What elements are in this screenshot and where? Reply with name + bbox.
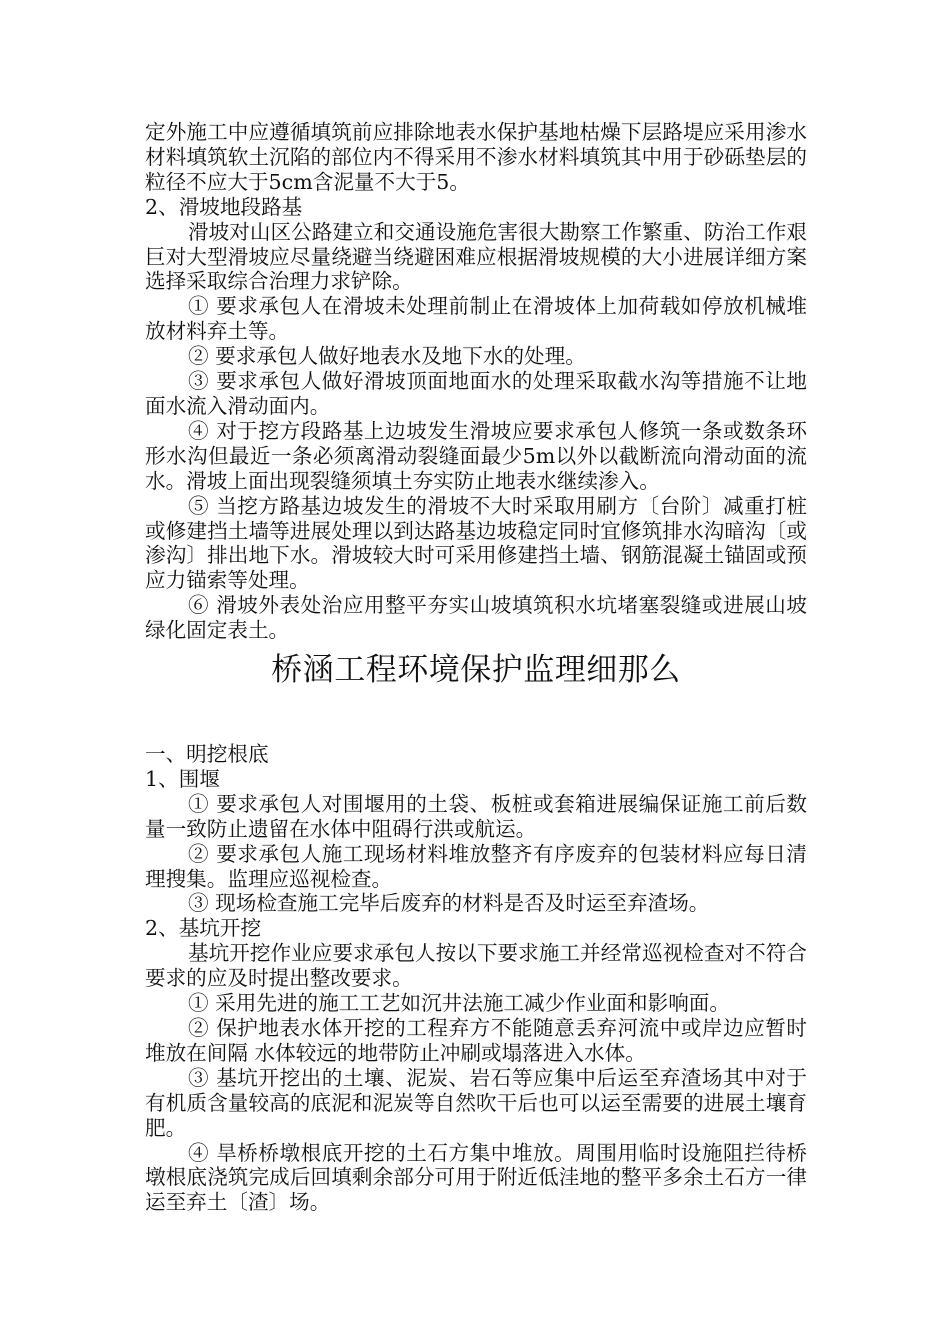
document-title: 桥涵工程环境保护监理细那么 xyxy=(271,652,681,689)
list-item: ③ 基坑开挖出的土壤、泥炭、岩石等应集中后运至弃渣场其中对于有机质含量较高的底泥和泥炭等自然吹干后也可以运至需要的进展土壤育肥。 xyxy=(145,1065,807,1140)
list-item: ③ 要求承包人做好滑坡顶面地面水的处理采取截水沟等措施不让地面水流入滑动面内。 xyxy=(145,369,807,418)
subsection-heading-cofferdam: 1、围堰 xyxy=(145,766,220,791)
paragraph: 滑坡对山区公路建立和交通设施危害很大勘察工作繁重、防治工作艰巨对大型滑坡应尽量绕避当绕避困难应根据滑坡规模的大小进展详细方案选择采取综合治理力求铲除。 xyxy=(145,219,807,294)
list-item: ② 保护地表水体开挖的工程弃方不能随意丢弃河流中或岸边应暂时堆放在间隔 水体较远的地带防止冲刷或塌落进入水体。 xyxy=(145,1016,807,1065)
section-heading-landslide: 2、滑坡地段路基 xyxy=(145,194,303,219)
list-item: ③ 现场检查施工完毕后废弃的材料是否及时运至弃渣场。 xyxy=(188,891,710,916)
subsection-heading-excavation: 2、基坑开挖 xyxy=(145,916,262,941)
list-item: ① 要求承包人在滑坡未处理前制止在滑坡体上加荷载如停放机械堆放材料弃土等。 xyxy=(145,294,807,344)
intro-paragraph: 定外施工中应遵循填筑前应排除地表水保护基地枯燥下层路堤应采用渗水材料填筑软土沉陷的部位内不得采用不渗水材料填筑其中用于砂砾垫层的粒径不应大于5cm含泥量不大于5。 xyxy=(145,120,807,194)
list-item: ① 要求承包人对围堰用的土袋、板桩或套箱进展编保证施工前后数量一致防止遗留在水体中阻碍行洪或航运。 xyxy=(145,791,807,841)
list-item: ④ 对于挖方段路基上边坡发生滑坡应要求承包人修筑一条或数条环形水沟但最近一条必须离滑动裂缝面最少5m以外以截断流向滑动面的流水。滑坡上面出现裂缝须填土夯实防止地表水继续渗入。 xyxy=(145,418,807,493)
list-item: ② 要求承包人做好地表水及地下水的处理。 xyxy=(188,344,586,369)
paragraph: 基坑开挖作业应要求承包人按以下要求施工并经常巡视检查对不符合要求的应及时提出整改要求。 xyxy=(145,941,807,991)
list-item: ① 采用先进的施工工艺如沉井法施工减少作业面和影响面。 xyxy=(188,991,730,1016)
document-page xyxy=(145,120,807,1215)
list-item: ② 要求承包人施工现场材料堆放整齐有序废弃的包装材料应每日清理搜集。监理应巡视检查。 xyxy=(145,841,807,891)
list-item: ⑤ 当挖方路基边坡发生的滑坡不大时采取用刷方〔台阶〕减重打桩或修建挡土墙等进展处理以到达路基边坡稳定同时宜修筑排水沟暗沟〔或渗沟〕排出地下水。滑坡较大时可采用修建挡土墙、钢筋混凝土锚固或预应力锚索等处理。 xyxy=(145,493,807,593)
list-item: ⑥ 滑坡外表处治应用整平夯实山坡填筑积水坑堵塞裂缝或进展山坡绿化固定表土。 xyxy=(145,593,807,643)
section-heading-open-foundation: 一、明挖根底 xyxy=(145,742,269,767)
list-item: ④ 旱桥桥墩根底开挖的土石方集中堆放。周围用临时设施阻拦待桥墩根底浇筑完成后回填剩余部分可用于附近低洼地的整平多余土石方一律运至弃土〔渣〕场。 xyxy=(145,1140,807,1215)
